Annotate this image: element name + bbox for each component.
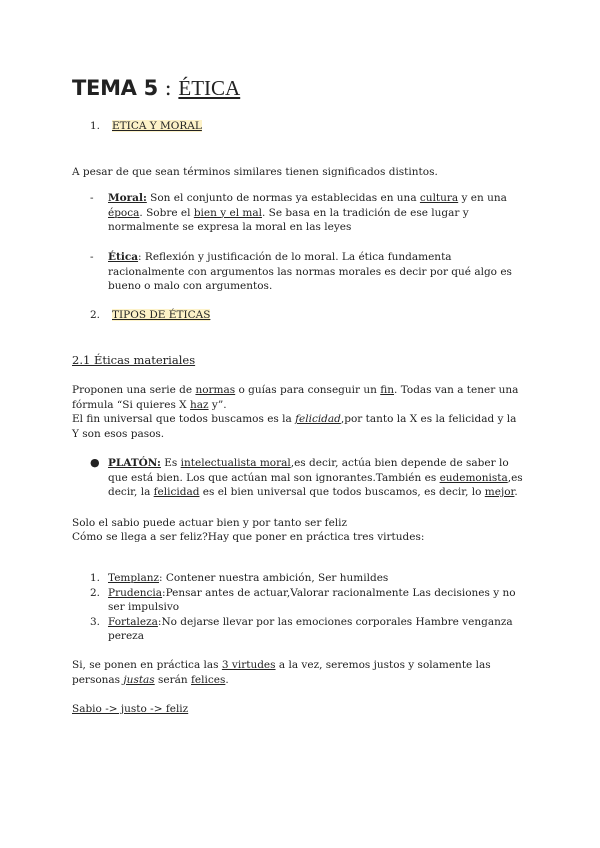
section-1-heading: 1. ETICA Y MORAL: [90, 120, 202, 132]
subsection-2-1: 2.1 Éticas materiales: [72, 353, 196, 367]
sabio-line-2: Cómo se llega a ser feliz?Hay que poner en práctica tres virtudes:: [72, 531, 425, 543]
virtues-list: [90, 571, 530, 644]
bullet-dot: ●: [90, 456, 100, 469]
chain-line: Sabio -> justo -> feliz: [72, 703, 189, 715]
title-subject: ÉTICA: [178, 76, 241, 100]
intro-text: A pesar de que sean términos similares tienen significados distintos.: [72, 166, 438, 178]
list-item: 3. Fortaleza:No dejarse llevar por las emociones corporales Hambre venganza pereza: [90, 615, 513, 642]
etica-definition: Ética: Reflexión y justificación de lo moral. La ética fundamenta racionalmente con argumentos las normas morales es decir por qué algo es bueno o malo con argumentos.: [108, 251, 512, 292]
conclusion-paragraph: Si, se ponen en práctica las 3 virtudes a la vez, seremos justos y solamente las personas justas serán felices.: [72, 659, 491, 686]
list-item: 2. Prudencia:Pensar antes de actuar,Valorar racionalmente Las decisiones y no ser impulsivo: [90, 586, 516, 613]
section-2-heading: 2. TIPOS DE ÉTICAS: [90, 309, 211, 321]
page-title: TEMA 5 : ÉTICA: [72, 76, 241, 100]
platon-paragraph: PLATÓN: Es intelectualista moral,es decir, actúa bien depende de saber lo que está bien. Los que actúan mal son ignorantes.También es eudemonista,es decir, la felicidad es el bien universal que todos buscamos, es decir, lo mejor.: [108, 457, 523, 498]
moral-definition: Moral: Son el conjunto de normas ya establecidas en una cultura y en una época. Sobre el bien y el mal. Se basa en la tradición de ese lugar y normalmente se expresa la moral en las leyes: [108, 192, 507, 233]
title-bold: TEMA 5: [72, 76, 158, 100]
list-item: 1. Templanz: Contener nuestra ambición, Ser humildes: [90, 572, 389, 584]
materiales-paragraph: Proponen una serie de normas o guías para conseguir un fin. Todas van a tener una fórmula “Si quieres X haz y”. El fin universal que todos buscamos es la felicidad,por tanto la X es la felicidad y la Y son esos pasos.: [72, 384, 519, 440]
sabio-line-1: Solo el sabio puede actuar bien y por tanto ser feliz: [72, 517, 348, 529]
